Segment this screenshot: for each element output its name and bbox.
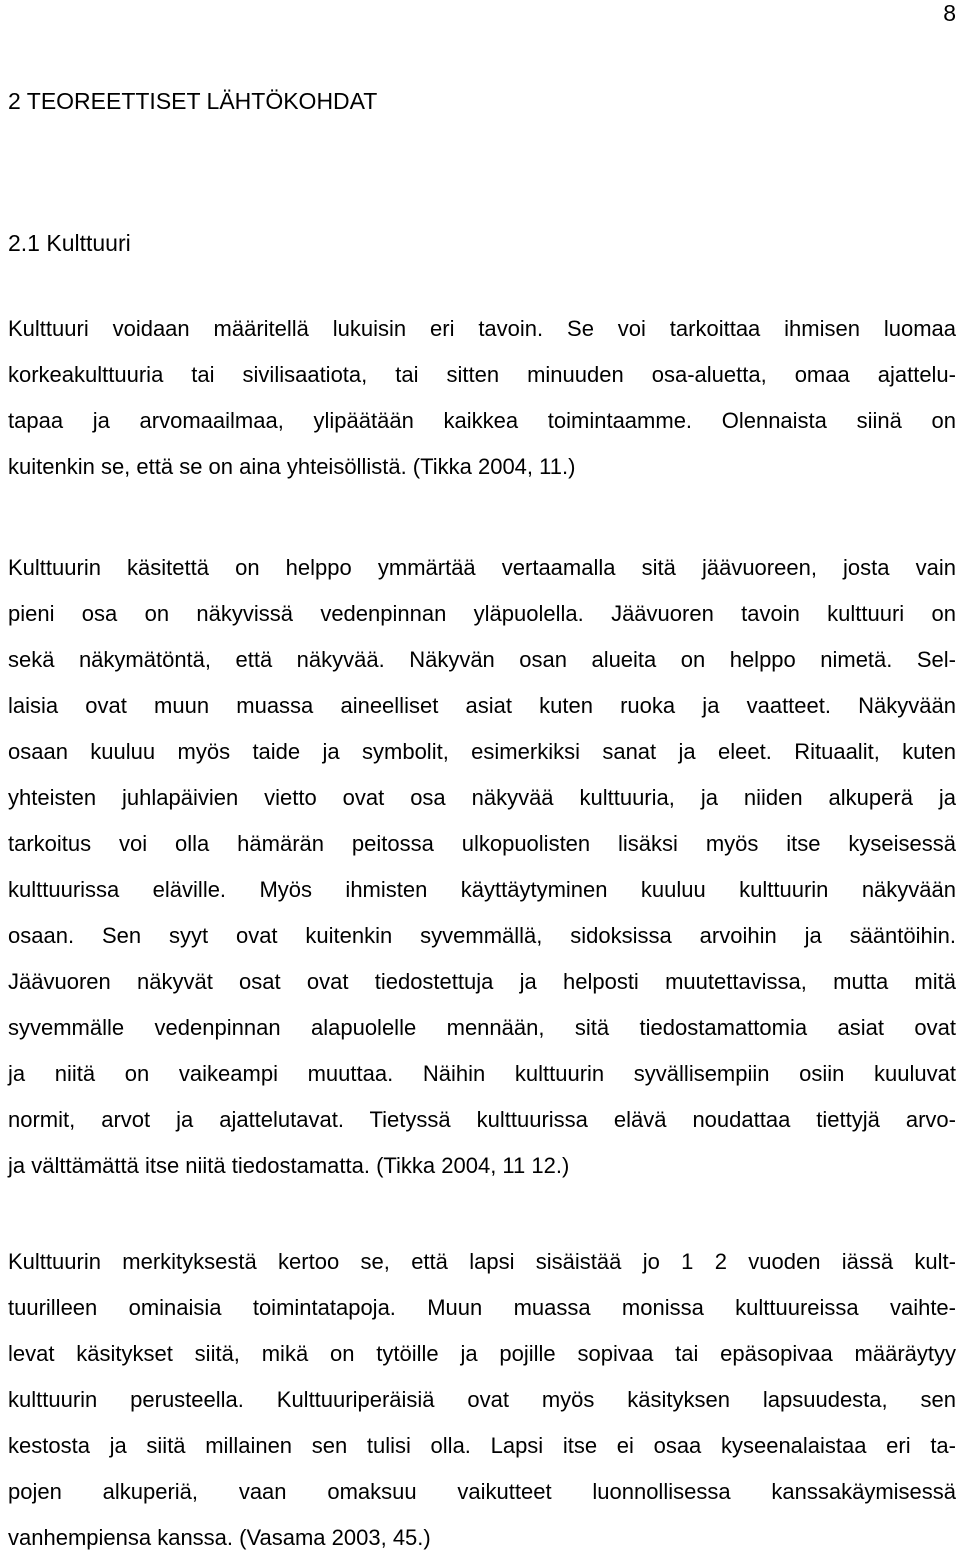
paragraph-line: ja niitä on vaikeampi muuttaa. Näihin kulttuurin syvällisempiin osiin kuuluvat	[8, 1061, 956, 1086]
paragraph-culture-significance	[8, 1239, 956, 1561]
paragraph-line: Jäävuoren näkyvät osat ovat tiedostettuja ja helposti muutettavissa, mutta mitä	[8, 969, 956, 994]
paragraph-line: vanhempiensa kanssa. (Vasama 2003, 45.)	[8, 1525, 431, 1550]
paragraph-line: kulttuurin perusteella. Kulttuuriperäisiä ovat myös käsityksen lapsuudesta, sen	[8, 1387, 956, 1412]
paragraph-line: sekä näkymätöntä, että näkyvää. Näkyvän osan alueita on helppo nimetä. Sel-	[8, 647, 956, 672]
paragraph-line: pieni osa on näkyvissä vedenpinnan yläpuolella. Jäävuoren tavoin kulttuuri on	[8, 601, 956, 626]
page-number: 8	[943, 0, 956, 26]
paragraph-line: syvemmälle vedenpinnan alapuolelle mennään, sitä tiedostamattomia asiat ovat	[8, 1015, 956, 1040]
paragraph-line: osaan kuuluu myös taide ja symbolit, esimerkiksi sanat ja eleet. Rituaalit, kuten	[8, 739, 956, 764]
paragraph-iceberg-model	[8, 545, 956, 1189]
paragraph-line: Kulttuurin merkityksestä kertoo se, että lapsi sisäistää jo 1 2 vuoden iässä kult-	[8, 1249, 956, 1274]
paragraph-line: kuitenkin se, että se on aina yhteisöllistä. (Tikka 2004, 11.)	[8, 454, 576, 479]
paragraph-line: tarkoitus voi olla hämärän peitossa ulkopuolisten lisäksi myös itse kyseisessä	[8, 831, 956, 856]
paragraph-line: ja välttämättä itse niitä tiedostamatta. (Tikka 2004, 11 12.)	[8, 1153, 570, 1178]
paragraph-line: yhteisten juhlapäivien vietto ovat osa näkyvää kulttuuria, ja niiden alkuperä ja	[8, 785, 956, 810]
paragraph-line: osaan. Sen syyt ovat kuitenkin syvemmällä, sidoksissa arvoihin ja sääntöihin.	[8, 923, 956, 948]
paragraph-line: pojen alkuperiä, vaan omaksuu vaikutteet luonnollisessa kanssakäymisessä	[8, 1479, 956, 1504]
paragraph-line: kulttuurissa eläville. Myös ihmisten käyttäytyminen kuuluu kulttuurin näkyvään	[8, 877, 956, 902]
paragraph-line: Kulttuurin käsitettä on helppo ymmärtää vertaamalla sitä jäävuoreen, josta vain	[8, 555, 956, 580]
paragraph-line: Kulttuuri voidaan määritellä lukuisin eri tavoin. Se voi tarkoittaa ihmisen luomaa	[8, 316, 956, 341]
paragraph-line: kestosta ja siitä millainen sen tulisi olla. Lapsi itse ei osaa kyseenalaistaa eri ta-	[8, 1433, 956, 1458]
paragraph-line: levat käsitykset siitä, mikä on tytöille ja pojille sopivaa tai epäsopivaa määräytyy	[8, 1341, 956, 1366]
paragraph-line: korkeakulttuuria tai sivilisaatiota, tai sitten minuuden osa-aluetta, omaa ajattelu-	[8, 362, 956, 387]
paragraph-line: tuurilleen ominaisia toimintatapoja. Muun muassa monissa kulttuureissa vaihte-	[8, 1295, 956, 1320]
paragraph-line: laisia ovat muun muassa aineelliset asiat kuten ruoka ja vaatteet. Näkyvään	[8, 693, 956, 718]
section-heading: 2.1 Kulttuuri	[8, 230, 131, 256]
paragraph-line: normit, arvot ja ajattelutavat. Tietyssä kulttuurissa elävä noudattaa tiettyjä arvo-	[8, 1107, 956, 1132]
chapter-heading: 2 TEOREETTISET LÄHTÖKOHDAT	[8, 88, 378, 114]
paragraph-line: tapaa ja arvomaailmaa, ylipäätään kaikkea toimintaamme. Olennaista siinä on	[8, 408, 956, 433]
paragraph-culture-definition	[8, 306, 956, 490]
